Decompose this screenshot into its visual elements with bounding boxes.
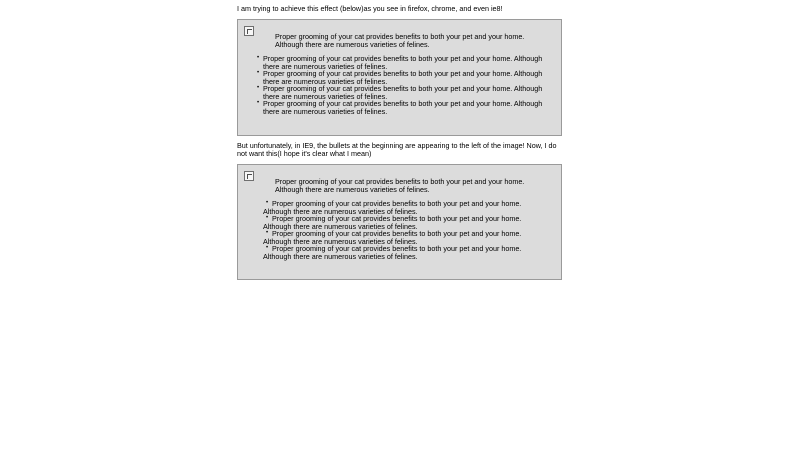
list-item: • Proper grooming of your cat provides benefits to both your pet and your home. Although there are numerous varieties of felines. bbox=[263, 230, 545, 245]
broken-image-icon bbox=[244, 171, 254, 181]
list-item: • Proper grooming of your cat provides benefits to both your pet and your home. Although there are numerous varieties of felines. bbox=[263, 85, 551, 100]
bullet-list bbox=[263, 200, 545, 260]
list-item: • Proper grooming of your cat provides benefits to both your pet and your home. Although there are numerous varieties of felines. bbox=[263, 55, 551, 70]
example-panel-ie9 bbox=[237, 164, 562, 280]
broken-image-icon bbox=[244, 26, 254, 36]
list-item: • Proper grooming of your cat provides benefits to both your pet and your home. Although there are numerous varieties of felines. bbox=[263, 200, 545, 215]
list-item: • Proper grooming of your cat provides benefits to both your pet and your home. Although there are numerous varieties of felines. bbox=[263, 215, 545, 230]
list-item: • Proper grooming of your cat provides benefits to both your pet and your home. Although there are numerous varieties of felines. bbox=[263, 100, 551, 115]
panel-caption: Proper grooming of your cat provides benefits to both your pet and your home. Although there are numerous varieties of felines. bbox=[275, 177, 525, 194]
intro-text: I am trying to achieve this effect (below)as you see in firefox, chrome, and even ie8! bbox=[237, 4, 503, 13]
panel-caption: Proper grooming of your cat provides benefits to both your pet and your home. Although there are numerous varieties of felines. bbox=[275, 32, 525, 49]
list-item: • Proper grooming of your cat provides benefits to both your pet and your home. Although there are numerous varieties of felines. bbox=[263, 245, 545, 260]
note-text: But unfortunately, in IE9, the bullets at the beginning are appearing to the left of the image! Now, I do not want this(I hope it's clear what I mean) bbox=[237, 141, 557, 158]
list-item: • Proper grooming of your cat provides benefits to both your pet and your home. Although there are numerous varieties of felines. bbox=[263, 70, 551, 85]
example-panel-correct bbox=[237, 19, 562, 136]
bullet-list bbox=[263, 55, 551, 115]
